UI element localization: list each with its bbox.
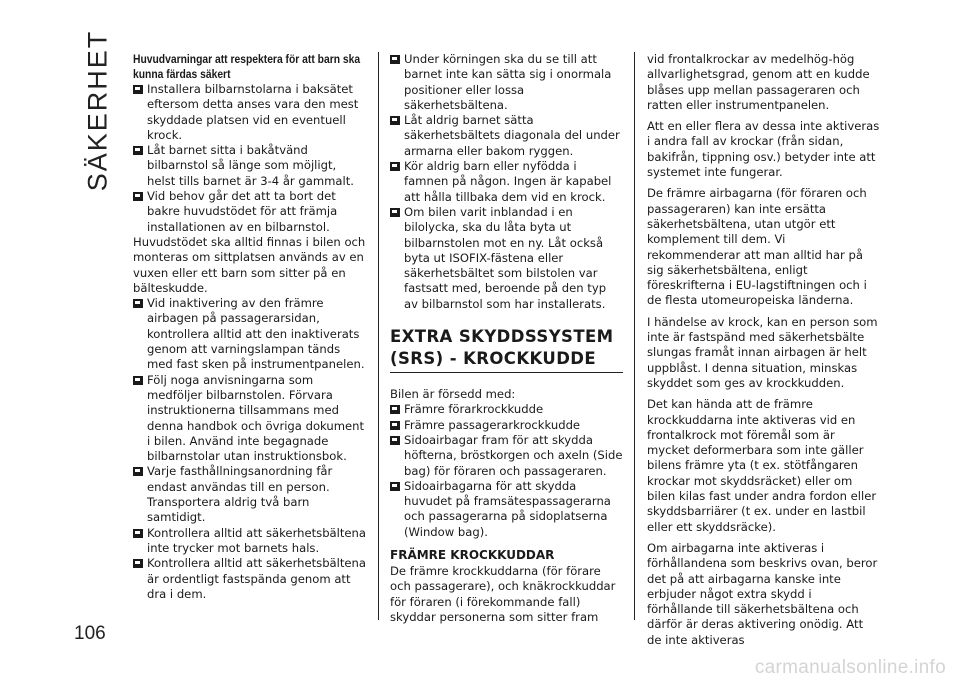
list-item-text: Sidoairbagar fram för att skydda höfterna, bröstkorgen och axeln (Side bag) för föraren och passageraren.: [404, 432, 623, 478]
column-divider: [378, 52, 379, 620]
list-item: [390, 52, 623, 113]
paragraph: Huvudstödet ska alltid finnas i bilen och monteras om sittplatsen används av en vuxen eller ett barn som sitter på en bälteskudde.: [133, 234, 366, 295]
bullet-icon: [390, 116, 400, 125]
list-item-text: Följ noga anvisningarna som medföljer bilbarnstolen. Förvara instruktionerna tillsammans med denna handbok och övriga dokument i bilen. Använd inte begagnade bilbarnstolar utan instruktionsbok.: [147, 372, 365, 464]
list-item: [390, 205, 623, 312]
paragraph: De främre krockkuddarna (för förare och passagerare), och knäkrockkuddar för föraren (i förekommande fall) skyddar personerna som sitter fram: [390, 564, 616, 624]
bullet-icon: [390, 162, 400, 171]
list-item: [133, 143, 366, 189]
bullet-icon: [390, 436, 400, 445]
column-3: [647, 52, 880, 648]
bullet-icon: [133, 529, 143, 538]
paragraph: I händelse av krock, kan en person som inte är fastspänd med säkerhetsbälte slungas framåt innan airbagen är helt uppblåst. I denna situation, minskas skyddet som ges av krockkudden.: [647, 314, 878, 390]
list-item-text: Vid inaktivering av den främre airbagen på passagerarsidan, kontrollera alltid att den inaktiverats genom att varningslampan tänds med fast sken på instrumentpanelen.: [147, 296, 365, 372]
list-item: [390, 159, 623, 205]
column-1: [133, 52, 366, 602]
list-item: [390, 402, 623, 417]
bullet-icon: [133, 559, 143, 568]
bullet-icon: [133, 146, 143, 155]
paragraph: Om airbagarna inte aktiveras i förhållandena som beskrivs ovan, beror det på att airbagarna kanske inte erbjuder något extra skydd i förhållande till säkerhetsbältena och därför är deras aktivering onödig. Att de inte aktiveras: [647, 540, 878, 647]
list-item: [390, 418, 623, 433]
list-item-text: Installera bilbarnstolarna i baksätet eftersom detta anses vara den mest skyddade platsen vid en eventuell krock.: [147, 82, 359, 142]
column-divider: [634, 52, 635, 620]
list-item-text: Kontrollera alltid att säkerhetsbältena inte trycker mot barnets hals.: [147, 525, 367, 555]
list-item: [133, 189, 366, 235]
bullet-icon: [390, 55, 400, 64]
bullet-icon: [133, 85, 143, 94]
list-item: [390, 433, 623, 479]
bullet-icon: [390, 208, 400, 217]
list-item-text: Om bilen varit inblandad i en bilolycka, ska du låta byta ut bilbarnstolen mot en ny. Låt också byta ut ISOFIX-fästena eller säkerhetsbältet som bilstolen var fastsatt med, beroende på den typ av bilbarnstol som har installerats.: [404, 204, 607, 311]
intro-text: Bilen är försedd med:: [390, 387, 516, 402]
list-item: [133, 464, 366, 525]
bullet-icon: [133, 376, 143, 385]
list-item: [390, 479, 623, 540]
list-item-text: Främre förarkrockkudde: [404, 402, 544, 417]
paragraph: Det kan hända att de främre krockkuddarna inte aktiveras vid en frontalkrock mot föremål som är mycket deformerbara som inte gäller bilens främre yta (t ex. stötfångaren krockar mot skyddsräcket) eller om bilen kilas fast under andra fordon eller skyddsbarriärer (t ex. under en lastbil eller ett skyddsräcke).: [647, 397, 877, 534]
list-item-text: Kontrollera alltid att säkerhetsbältena är ordentligt fastspända genom att dra i dem.: [147, 556, 367, 601]
section-side-label: [62, 29, 134, 191]
list-item: [133, 82, 366, 143]
list-item: [133, 526, 366, 557]
bullet-icon: [390, 405, 400, 414]
list-item-text: Sidoairbagarna för att skydda huvudet på framsätespassagerarna och passagerarna på sidoplatserna (Window bag).: [404, 478, 611, 539]
list-item-text: Låt aldrig barnet sätta säkerhetsbältets diagonala del under armarna eller bakom ryggen.: [404, 113, 620, 158]
list-item-text: Vid behov går det att ta bort det bakre huvudstödet för att främja installationen av en bilbarnstol.: [147, 189, 338, 234]
list-item: [133, 296, 366, 372]
watermark: carmanualsonline.info: [754, 657, 946, 678]
list-item: [390, 113, 623, 159]
list-item: [133, 556, 366, 602]
bullet-icon: [133, 467, 143, 476]
bullet-icon: [133, 299, 143, 308]
list-item: [133, 373, 366, 465]
subsection-title: FRÄMRE KROCKKUDDAR: [390, 548, 555, 563]
section-label-text: SÄKERHET: [82, 29, 113, 191]
list-item-text: Främre passagerarkrockkudde: [404, 417, 581, 432]
bullet-icon: [390, 421, 400, 430]
warnings-heading: Huvudvarningar att respektera för att barn ska kunna färdas säkert: [133, 52, 361, 81]
bullet-icon: [133, 192, 143, 201]
paragraph: vid frontalkrockar av medelhög-hög allvarlighetsgrad, genom att en kudde blåses upp mellan passageraren och ratten eller instrumentpanelen.: [647, 52, 870, 112]
bullet-icon: [390, 482, 400, 491]
list-item-text: Varje fasthållningsanordning får endast användas till en person. Transportera aldrig två barn samtidigt.: [147, 464, 333, 525]
paragraph: Att en eller flera av dessa inte aktiveras i andra fall av krockar (från sidan, bakifrån, tippning osv.) betyder inte att systemet inte fungerar.: [647, 119, 880, 180]
list-item-text: Under körningen ska du se till att barnet inte kan sätta sig i onormala positioner eller lossa säkerhetsbältena.: [404, 52, 612, 112]
page-number: 106: [74, 623, 106, 644]
section-title: EXTRA SKYDDSSYSTEM (SRS) - KROCKKUDDE: [390, 326, 623, 373]
paragraph: De främre airbagarna (för föraren och passageraren) kan inte ersätta säkerhetsbältena, utan utgör ett komplement till dem. Vi rekommenderar att man alltid har på sig säkerhetsbältena, enligt föreskrifterna i EU-lagstiftningen och i de flesta utomeuropeiska länderna.: [647, 186, 867, 308]
list-item-text: Kör aldrig barn eller nyfödda i famnen på någon. Ingen är kapabel att hålla tillbaka dem vid en krock.: [404, 159, 612, 204]
list-item-text: Låt barnet sitta i bakåtvänd bilbarnstol så länge som möjligt, helst tills barnet är 3-4 år gammalt.: [147, 143, 354, 188]
column-2: [390, 52, 623, 625]
